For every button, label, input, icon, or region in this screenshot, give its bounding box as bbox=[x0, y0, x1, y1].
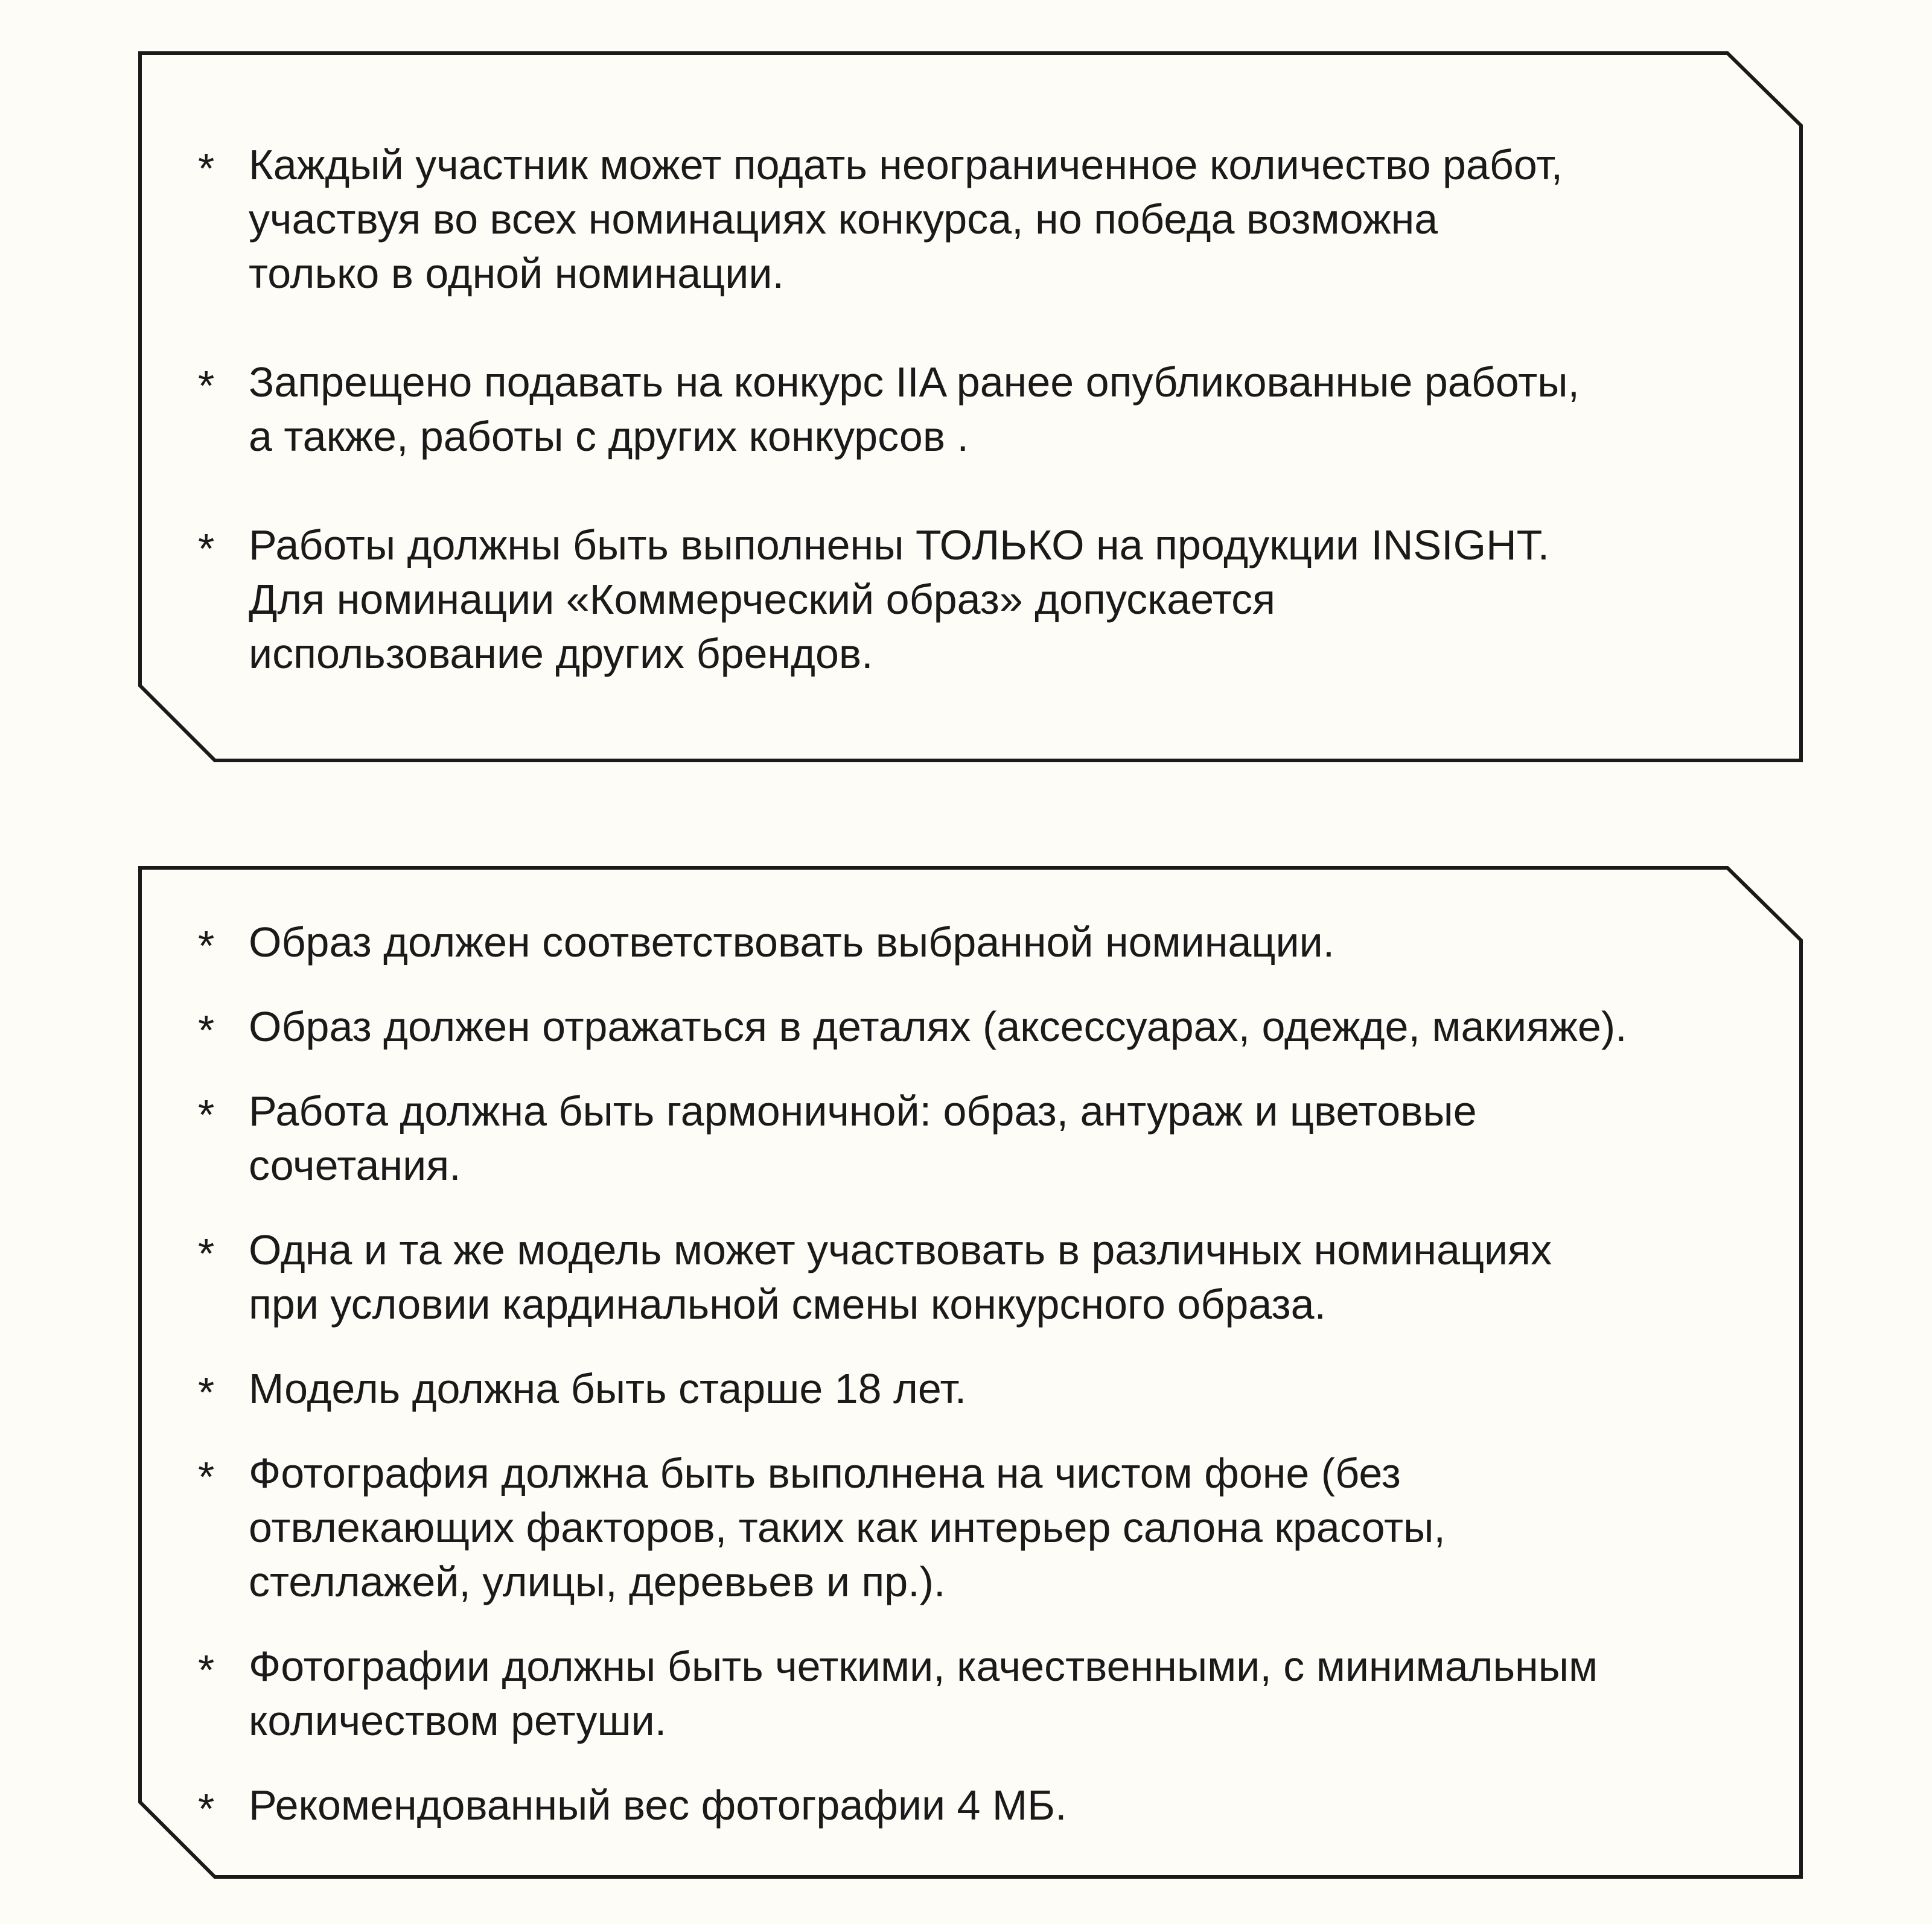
rules-panel-general bbox=[0, 0, 1932, 785]
rule-item bbox=[198, 999, 1627, 1054]
rule-text-line: Образ должен соответствовать выбранной номинации. bbox=[249, 919, 1335, 966]
rules-list-general bbox=[198, 138, 1580, 681]
asterisk-bullet-icon: * bbox=[198, 525, 215, 572]
rule-text-line: Одна и та же модель может участвовать в различных номинациях bbox=[249, 1226, 1552, 1273]
rule-item bbox=[198, 1778, 1627, 1832]
asterisk-bullet-icon: * bbox=[198, 1453, 215, 1500]
rules-panel-image bbox=[0, 833, 1932, 1924]
rule-text-line: Для номинации «Коммерческий образ» допускается bbox=[249, 576, 1275, 623]
rule-item bbox=[198, 518, 1580, 681]
rule-text-line: Образ должен отражаться в деталях (аксессуарах, одежде, макияже). bbox=[249, 1003, 1627, 1050]
rule-item bbox=[198, 1639, 1627, 1748]
rule-item bbox=[198, 915, 1627, 969]
rule-item bbox=[198, 1084, 1627, 1193]
asterisk-bullet-icon: * bbox=[198, 362, 215, 409]
rule-item bbox=[198, 1362, 1627, 1416]
rules-list-image bbox=[198, 915, 1627, 1832]
rule-text-line: только в одной номинации. bbox=[249, 250, 784, 297]
rule-text-line: при условии кардинальной смены конкурсного образа. bbox=[249, 1281, 1326, 1328]
rule-text-line: а также, работы с других конкурсов . bbox=[249, 413, 969, 460]
rule-text-line: Каждый участник может подать неограниченное количество работ, bbox=[249, 141, 1563, 188]
rule-text-line: участвуя во всех номинациях конкурса, но победа возможна bbox=[249, 196, 1438, 243]
rule-text-line: Фотография должна быть выполнена на чистом фоне (без bbox=[249, 1450, 1401, 1497]
rule-text-line: Фотографии должны быть четкими, качественными, с минимальным bbox=[249, 1643, 1598, 1690]
rule-text-line: Модель должна быть старше 18 лет. bbox=[249, 1365, 967, 1412]
rule-text-line: стеллажей, улицы, деревьев и пр.). bbox=[249, 1558, 946, 1605]
rule-text-line: количеством ретуши. bbox=[249, 1697, 667, 1744]
asterisk-bullet-icon: * bbox=[198, 1369, 215, 1416]
asterisk-bullet-icon: * bbox=[198, 145, 215, 192]
asterisk-bullet-icon: * bbox=[198, 1007, 215, 1054]
rule-text-line: Работа должна быть гармоничной: образ, антураж и цветовые bbox=[249, 1088, 1477, 1135]
rule-item bbox=[198, 1223, 1627, 1331]
rule-text-line: сочетания. bbox=[249, 1142, 461, 1189]
rule-text-line: использование других брендов. bbox=[249, 630, 873, 677]
asterisk-bullet-icon: * bbox=[198, 1785, 215, 1832]
rule-text-line: Рекомендованный вес фотографии 4 МБ. bbox=[249, 1782, 1067, 1829]
rule-item bbox=[198, 138, 1580, 301]
rule-text-line: Запрещено подавать на конкурс IIA ранее опубликованные работы, bbox=[249, 358, 1580, 406]
asterisk-bullet-icon: * bbox=[198, 1646, 215, 1693]
rule-text-line: Работы должны быть выполнены ТОЛЬКО на продукции INSIGHT. bbox=[249, 521, 1550, 569]
rule-item bbox=[198, 1446, 1627, 1609]
rule-text-line: отвлекающих факторов, таких как интерьер салона красоты, bbox=[249, 1504, 1446, 1551]
asterisk-bullet-icon: * bbox=[198, 1230, 215, 1277]
asterisk-bullet-icon: * bbox=[198, 922, 215, 969]
asterisk-bullet-icon: * bbox=[198, 1091, 215, 1138]
rule-item bbox=[198, 355, 1580, 463]
